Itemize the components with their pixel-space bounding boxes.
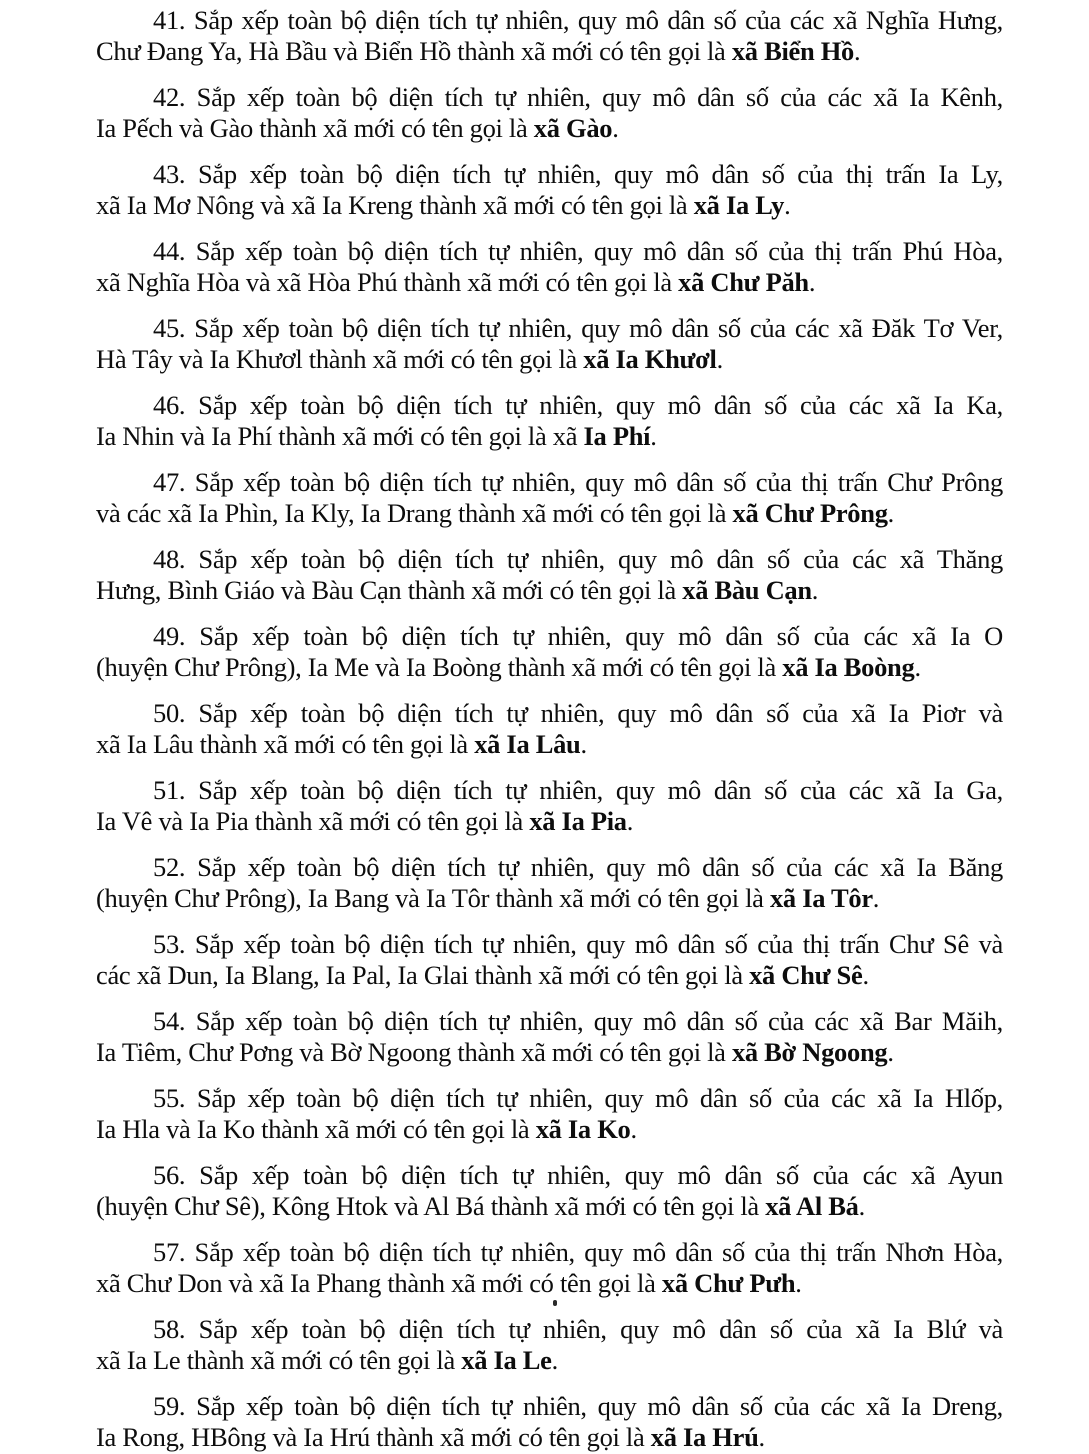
item-line1-text: Sắp xếp toàn bộ diện tích tự nhiên, quy mô dân số của các xã Nghĩa Hưng,	[185, 5, 1003, 35]
item-line-1	[96, 852, 1003, 883]
item-number: 50.	[153, 698, 186, 728]
item-period: .	[854, 36, 861, 66]
list-item	[96, 621, 1003, 683]
item-period: .	[808, 267, 816, 297]
new-commune-name: xã Bờ Ngoong	[731, 1037, 888, 1067]
item-number: 59.	[153, 1391, 186, 1421]
new-commune-name: xã Ia Tôr	[769, 883, 873, 913]
list-item	[96, 390, 1003, 452]
item-line1-text: Sắp xếp toàn bộ diện tích tự nhiên, quy mô dân số của các xã Ia Kênh,	[185, 82, 1003, 112]
item-number: 44.	[153, 236, 186, 266]
item-line2-text: Hưng, Bình Giáo và Bàu Cạn thành xã mới có tên gọi là	[96, 575, 683, 605]
item-line-1	[96, 1237, 1003, 1268]
scan-artifact-dot	[553, 1300, 557, 1306]
item-line-1	[96, 544, 1003, 575]
item-line1-text: Sắp xếp toàn bộ diện tích tự nhiên, quy mô dân số của thị trấn Phú Hòa,	[185, 236, 1003, 266]
new-commune-name: xã Chư Păh	[678, 267, 809, 297]
new-commune-name: xã Ia Le	[461, 1345, 552, 1375]
item-line-2	[96, 1422, 1003, 1453]
new-commune-name: xã Chư Prông	[732, 498, 888, 528]
new-commune-name: xã Biển Hồ	[731, 36, 854, 66]
item-period: .	[758, 1422, 765, 1452]
item-number: 55.	[153, 1083, 186, 1113]
list-item	[96, 82, 1003, 144]
item-period: .	[630, 1114, 637, 1144]
item-line1-text: Sắp xếp toàn bộ diện tích tự nhiên, quy mô dân số của các xã Ia O	[185, 621, 1003, 651]
item-line1-text: Sắp xếp toàn bộ diện tích tự nhiên, quy mô dân số của các xã Ia Dreng,	[185, 1391, 1003, 1421]
item-line1-text: Sắp xếp toàn bộ diện tích tự nhiên, quy mô dân số của các xã Ia Ga,	[185, 775, 1003, 805]
item-number: 47.	[153, 467, 186, 497]
new-commune-name: xã Bàu Cạn	[682, 575, 812, 605]
item-line1-text: Sắp xếp toàn bộ diện tích tự nhiên, quy mô dân số của thị trấn Nhơn Hòa,	[185, 1237, 1003, 1267]
new-commune-name: xã Ia Boòng	[782, 652, 915, 682]
item-number: 42.	[153, 82, 186, 112]
item-line2-text: (huyện Chư Sê), Kông Htok và Al Bá thành xã mới có tên gọi là	[96, 1191, 766, 1221]
item-line-1	[96, 698, 1003, 729]
item-line2-text: Ia Tiêm, Chư Pơng và Bờ Ngoong thành xã mới có tên gọi là	[96, 1037, 732, 1067]
list-item	[96, 544, 1003, 606]
item-line-1	[96, 82, 1003, 113]
list-item	[96, 775, 1003, 837]
item-line-1	[96, 390, 1003, 421]
item-line2-text: Ia Pếch và Gào thành xã mới có tên gọi là	[96, 113, 534, 143]
item-line2-text: xã Ia Le thành xã mới có tên gọi là	[96, 1345, 462, 1375]
new-commune-name: xã Ia Hrú	[650, 1422, 759, 1452]
item-number: 58.	[153, 1314, 186, 1344]
item-number: 53.	[153, 929, 186, 959]
item-line-1	[96, 621, 1003, 652]
item-line-2	[96, 421, 1003, 452]
item-number: 56.	[153, 1160, 186, 1190]
item-period: .	[887, 1037, 894, 1067]
list-item	[96, 313, 1003, 375]
item-line2-text: Ia Rong, HBông và Ia Hrú thành xã mới có tên gọi là	[96, 1422, 651, 1452]
item-line-1	[96, 1391, 1003, 1422]
item-line1-text: Sắp xếp toàn bộ diện tích tự nhiên, quy mô dân số của xã Ia Blứ và	[185, 1314, 1003, 1344]
item-line2-text: (huyện Chư Prông), Ia Bang và Ia Tôr thành xã mới có tên gọi là	[96, 883, 770, 913]
list-item	[96, 1083, 1003, 1145]
item-line2-text: các xã Dun, Ia Blang, Ia Pal, Ia Glai thành xã mới có tên gọi là	[96, 960, 750, 990]
list-item	[96, 236, 1003, 298]
item-line-1	[96, 929, 1003, 960]
list-item	[96, 1160, 1003, 1222]
item-line-2	[96, 190, 1003, 221]
item-number: 57.	[153, 1237, 186, 1267]
item-line1-text: Sắp xếp toàn bộ diện tích tự nhiên, quy mô dân số của các xã Bar Măih,	[185, 1006, 1003, 1036]
item-line2-text: (huyện Chư Prông), Ia Me và Ia Boòng thành xã mới có tên gọi là	[96, 652, 783, 682]
item-line1-text: Sắp xếp toàn bộ diện tích tự nhiên, quy mô dân số của các xã Ia Ka,	[185, 390, 1003, 420]
item-line-1	[96, 5, 1003, 36]
list-item	[96, 852, 1003, 914]
item-number: 54.	[153, 1006, 186, 1036]
item-line-1	[96, 775, 1003, 806]
item-line-1	[96, 1083, 1003, 1114]
item-period: .	[872, 883, 880, 913]
item-line1-text: Sắp xếp toàn bộ diện tích tự nhiên, quy mô dân số của thị trấn Ia Ly,	[185, 159, 1003, 189]
list-item	[96, 1314, 1003, 1376]
item-period: .	[551, 1345, 558, 1375]
list-item	[96, 159, 1003, 221]
item-line-2	[96, 344, 1003, 375]
item-line2-text: xã Chư Don và xã Ia Phang thành xã mới có tên gọi là	[96, 1268, 662, 1298]
item-number: 46.	[153, 390, 186, 420]
new-commune-name: xã Gào	[533, 113, 613, 143]
item-period: .	[650, 421, 657, 451]
item-period: .	[795, 1268, 802, 1298]
item-number: 48.	[153, 544, 186, 574]
item-line-2	[96, 1114, 1003, 1145]
item-period: .	[811, 575, 819, 605]
item-line2-text: và các xã Ia Phìn, Ia Kly, Ia Drang thành xã mới có tên gọi là	[96, 498, 733, 528]
item-line-2	[96, 36, 1003, 67]
item-period: .	[887, 498, 894, 528]
item-line-2	[96, 575, 1003, 606]
item-period: .	[914, 652, 921, 682]
item-line2-text: Hà Tây và Ia Khươl thành xã mới có tên gọi là	[96, 344, 584, 374]
item-line2-text: xã Ia Lâu thành xã mới có tên gọi là	[96, 729, 475, 759]
list-item	[96, 698, 1003, 760]
item-period: .	[580, 729, 587, 759]
list-item	[96, 1391, 1003, 1453]
item-line-2	[96, 1345, 1003, 1376]
new-commune-name: Ia Phí	[583, 421, 651, 451]
item-number: 51.	[153, 775, 186, 805]
item-line-2	[96, 1037, 1003, 1068]
item-line2-text: xã Ia Mơ Nông và xã Ia Kreng thành xã mới có tên gọi là	[96, 190, 694, 220]
new-commune-name: xã Al Bá	[765, 1191, 859, 1221]
list-item	[96, 5, 1003, 67]
new-commune-name: xã Chư Pưh	[661, 1268, 796, 1298]
item-line-2	[96, 729, 1003, 760]
list-item	[96, 1237, 1003, 1299]
item-line-2	[96, 883, 1003, 914]
item-line1-text: Sắp xếp toàn bộ diện tích tự nhiên, quy mô dân số của thị trấn Chư Sê và	[185, 929, 1003, 959]
item-line-1	[96, 1160, 1003, 1191]
item-line1-text: Sắp xếp toàn bộ diện tích tự nhiên, quy mô dân số của thị trấn Chư Prông	[185, 467, 1003, 497]
item-line-1	[96, 1314, 1003, 1345]
item-line-2	[96, 806, 1003, 837]
item-line-2	[96, 498, 1003, 529]
ordinance-item-list	[0, 5, 1089, 1453]
item-line1-text: Sắp xếp toàn bộ diện tích tự nhiên, quy mô dân số của các xã Thăng	[185, 544, 1003, 574]
item-line-2	[96, 652, 1003, 683]
new-commune-name: xã Chư Sê	[749, 960, 863, 990]
item-period: .	[626, 806, 634, 836]
item-line1-text: Sắp xếp toàn bộ diện tích tự nhiên, quy mô dân số của các xã Đăk Tơ Ver,	[185, 313, 1003, 343]
item-number: 41.	[153, 5, 186, 35]
item-line2-text: Chư Đang Ya, Hà Bầu và Biển Hồ thành xã mới có tên gọi là	[96, 36, 732, 66]
item-number: 49.	[153, 621, 186, 651]
item-line1-text: Sắp xếp toàn bộ diện tích tự nhiên, quy mô dân số của các xã Ayun	[185, 1160, 1003, 1190]
item-line-1	[96, 1006, 1003, 1037]
list-item	[96, 929, 1003, 991]
item-number: 52.	[153, 852, 186, 882]
list-item	[96, 467, 1003, 529]
list-item	[96, 1006, 1003, 1068]
new-commune-name: xã Ia Khươl	[583, 344, 717, 374]
new-commune-name: xã Ia Ko	[535, 1114, 631, 1144]
new-commune-name: xã Ia Ly	[693, 190, 785, 220]
item-period: .	[862, 960, 869, 990]
item-period: .	[612, 113, 619, 143]
item-line-1	[96, 236, 1003, 267]
item-line-2	[96, 960, 1003, 991]
item-line2-text: Ia Nhin và Ia Phí thành xã mới có tên gọi là xã	[96, 421, 584, 451]
item-line-2	[96, 1268, 1003, 1299]
item-line1-text: Sắp xếp toàn bộ diện tích tự nhiên, quy mô dân số của các xã Ia Băng	[185, 852, 1003, 882]
new-commune-name: xã Ia Pia	[529, 806, 627, 836]
item-line-2	[96, 267, 1003, 298]
item-period: .	[858, 1191, 865, 1221]
item-line-1	[96, 159, 1003, 190]
item-line2-text: Ia Vê và Ia Pia thành xã mới có tên gọi là	[96, 806, 530, 836]
item-line-2	[96, 1191, 1003, 1222]
item-period: .	[784, 190, 791, 220]
item-line2-text: Ia Hla và Ia Ko thành xã mới có tên gọi là	[96, 1114, 536, 1144]
item-line1-text: Sắp xếp toàn bộ diện tích tự nhiên, quy mô dân số của xã Ia Piơr và	[185, 698, 1003, 728]
item-line-2	[96, 113, 1003, 144]
item-line-1	[96, 313, 1003, 344]
new-commune-name: xã Ia Lâu	[474, 729, 581, 759]
item-line2-text: xã Nghĩa Hòa và xã Hòa Phú thành xã mới có tên gọi là	[96, 267, 679, 297]
item-period: .	[716, 344, 723, 374]
item-number: 43.	[153, 159, 186, 189]
item-line1-text: Sắp xếp toàn bộ diện tích tự nhiên, quy mô dân số của các xã Ia Hlốp,	[185, 1083, 1003, 1113]
item-number: 45.	[153, 313, 186, 343]
item-line-1	[96, 467, 1003, 498]
